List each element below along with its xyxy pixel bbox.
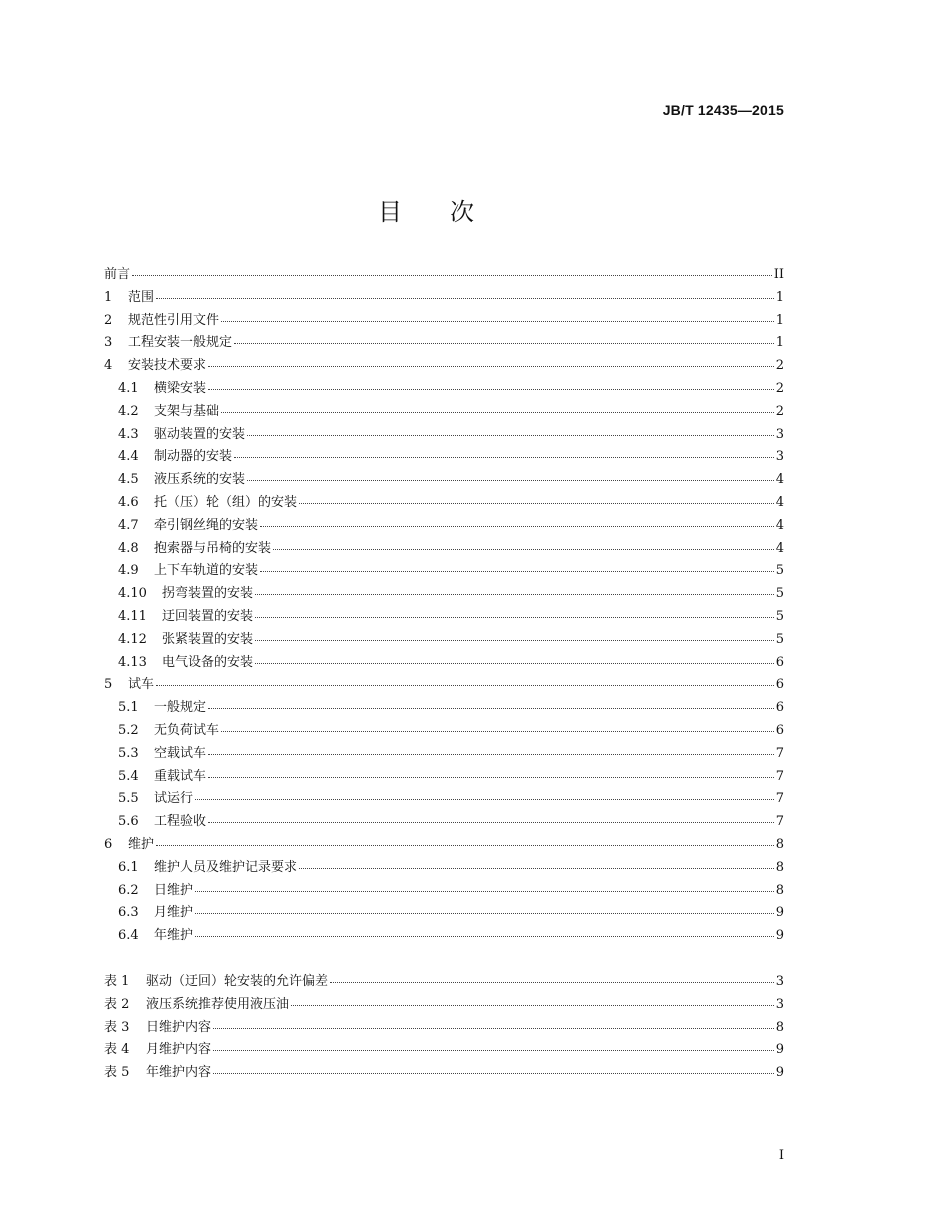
entry-page-number: 6	[775, 700, 784, 716]
entry-page-number: 5	[775, 563, 784, 579]
section-gap	[104, 948, 784, 971]
entry-page-number: 9	[775, 1065, 784, 1081]
entry-number: 4.13	[118, 654, 147, 670]
entry-page-number: 8	[775, 859, 784, 875]
leader-dots	[255, 582, 774, 595]
leader-dots	[260, 514, 774, 527]
leader-dots	[195, 787, 774, 800]
leader-dots	[260, 559, 774, 572]
entry-number: 6.4	[118, 928, 139, 944]
leader-dots	[255, 628, 774, 641]
entry-page-number: 3	[775, 449, 784, 465]
leader-dots	[213, 1061, 774, 1074]
leader-dots	[221, 309, 774, 322]
page-title: 目次	[378, 198, 522, 226]
entry-number: 5.5	[118, 791, 139, 807]
entry-label: 年维护	[154, 928, 194, 944]
entry-number: 4.1	[118, 380, 139, 396]
entry-label: 维护人员及维护记录要求	[154, 859, 298, 875]
entry-number: 5.1	[118, 700, 139, 716]
leader-dots	[255, 605, 774, 618]
entry-label: 液压系统的安装	[154, 472, 246, 488]
leader-dots	[221, 719, 774, 732]
entry-page-number: 3	[775, 996, 784, 1012]
entry-label: 重载试车	[154, 768, 207, 784]
leader-dots	[156, 673, 774, 686]
entry-label: 托（压）轮（组）的安装	[154, 494, 298, 510]
toc-entry[interactable]	[104, 332, 784, 355]
leader-dots	[234, 445, 774, 458]
toc-entry[interactable]	[104, 743, 784, 766]
entry-label: 横梁安装	[154, 380, 207, 396]
entry-number: 4.12	[118, 631, 147, 647]
entry-label: 月维护内容	[146, 1042, 212, 1058]
leader-dots	[234, 331, 774, 344]
entry-page-number: 1	[775, 289, 784, 305]
leader-dots	[221, 400, 774, 413]
page-folio: I	[778, 1148, 784, 1163]
entry-label: 试车	[128, 677, 155, 693]
entry-number: 4	[104, 358, 113, 374]
toc-entry[interactable]	[104, 652, 784, 675]
leader-dots	[299, 491, 774, 504]
toc-entry[interactable]	[104, 515, 784, 538]
entry-page-number: 6	[775, 654, 784, 670]
leader-dots	[132, 263, 772, 276]
entry-number: 5.6	[118, 814, 139, 830]
toc-entry[interactable]	[104, 310, 784, 333]
entry-label: 安装技术要求	[128, 358, 207, 374]
leader-dots	[195, 879, 774, 892]
toc-entry[interactable]	[104, 880, 784, 903]
entry-page-number: 7	[775, 745, 784, 761]
entry-label: 制动器的安装	[154, 449, 233, 465]
entry-page-number: 9	[775, 905, 784, 921]
leader-dots	[208, 810, 774, 823]
toc-entry[interactable]	[104, 811, 784, 834]
entry-number: 5	[104, 677, 113, 693]
entry-label: 月维护	[154, 905, 194, 921]
entry-label: 拐弯装置的安装	[162, 586, 254, 602]
toc-entry[interactable]	[104, 674, 784, 697]
entry-page-number: II	[773, 267, 784, 282]
toc-entry[interactable]	[104, 492, 784, 515]
entry-label: 空载试车	[154, 745, 207, 761]
leader-dots	[247, 423, 774, 436]
toc-entry[interactable]	[104, 902, 784, 925]
entry-number: 表 1	[104, 973, 130, 989]
entry-number: 4.2	[118, 403, 139, 419]
leader-dots	[273, 537, 774, 550]
leader-dots	[156, 833, 774, 846]
entry-label: 迂回装置的安装	[162, 608, 254, 624]
entry-number: 6	[104, 836, 113, 852]
leader-dots	[247, 468, 774, 481]
toc-entry[interactable]	[104, 469, 784, 492]
entry-page-number: 6	[775, 677, 784, 693]
entry-page-number: 7	[775, 768, 784, 784]
toc-entry[interactable]	[104, 788, 784, 811]
entry-page-number: 6	[775, 722, 784, 738]
entry-label: 一般规定	[154, 700, 207, 716]
entry-number: 5.3	[118, 745, 139, 761]
leader-dots	[213, 1016, 774, 1029]
table-list-entry[interactable]	[104, 1039, 784, 1062]
toc-entry[interactable]	[104, 401, 784, 424]
entry-label: 工程验收	[154, 814, 207, 830]
leader-dots	[195, 924, 774, 937]
entry-number: 表 5	[104, 1065, 130, 1081]
entry-page-number: 4	[775, 517, 784, 533]
toc-entry[interactable]	[104, 857, 784, 880]
entry-label: 无负荷试车	[154, 722, 220, 738]
entry-label: 抱索器与吊椅的安装	[154, 540, 272, 556]
leader-dots	[213, 1038, 774, 1051]
entry-number: 4.8	[118, 540, 139, 556]
entry-number: 4.11	[118, 608, 147, 624]
entry-label: 范围	[128, 289, 155, 305]
entry-page-number: 3	[775, 973, 784, 989]
entry-page-number: 4	[775, 494, 784, 510]
entry-label: 前言	[104, 267, 131, 282]
entry-number: 5.4	[118, 768, 139, 784]
entry-number: 4.3	[118, 426, 139, 442]
entry-number: 4.5	[118, 472, 139, 488]
entry-label: 张紧装置的安装	[162, 631, 254, 647]
toc-entry[interactable]	[104, 629, 784, 652]
toc-entry[interactable]	[104, 560, 784, 583]
entry-page-number: 2	[775, 380, 784, 396]
entry-number: 5.2	[118, 722, 139, 738]
leader-dots	[208, 696, 774, 709]
toc-entry[interactable]	[104, 606, 784, 629]
entry-label: 日维护内容	[146, 1019, 212, 1035]
entry-page-number: 8	[775, 836, 784, 852]
entry-label: 支架与基础	[154, 403, 220, 419]
leader-dots	[255, 651, 774, 664]
toc-entry[interactable]	[104, 583, 784, 606]
entry-number: 4.6	[118, 494, 139, 510]
toc-entry[interactable]	[104, 287, 784, 310]
leader-dots	[208, 742, 774, 755]
toc-entry[interactable]	[104, 766, 784, 789]
entry-page-number: 4	[775, 472, 784, 488]
leader-dots	[291, 993, 774, 1006]
entry-number: 3	[104, 335, 113, 351]
entry-page-number: 5	[775, 608, 784, 624]
entry-page-number: 1	[775, 335, 784, 351]
entry-page-number: 9	[775, 928, 784, 944]
leader-dots	[208, 765, 774, 778]
table-list-entry[interactable]	[104, 1017, 784, 1040]
table-list-entry[interactable]	[104, 994, 784, 1017]
entry-page-number: 7	[775, 791, 784, 807]
entry-number: 6.1	[118, 859, 139, 875]
entry-number: 6.2	[118, 882, 139, 898]
entry-number: 4.7	[118, 517, 139, 533]
entry-number: 表 3	[104, 1019, 130, 1035]
entry-page-number: 3	[775, 426, 784, 442]
entry-page-number: 8	[775, 882, 784, 898]
toc-entry[interactable]	[104, 446, 784, 469]
leader-dots	[156, 286, 774, 299]
entry-number: 表 2	[104, 996, 130, 1012]
entry-label: 日维护	[154, 882, 194, 898]
leader-dots	[195, 901, 774, 914]
leader-dots	[208, 377, 774, 390]
entry-page-number: 9	[775, 1042, 784, 1058]
entry-number: 表 4	[104, 1042, 130, 1058]
entry-number: 2	[104, 312, 113, 328]
entry-label: 电气设备的安装	[162, 654, 254, 670]
entry-label: 维护	[128, 836, 155, 852]
toc-entry[interactable]	[104, 264, 784, 287]
entry-label: 工程安装一般规定	[128, 335, 233, 351]
entry-label: 上下车轨道的安装	[154, 563, 259, 579]
entry-page-number: 5	[775, 631, 784, 647]
leader-dots	[299, 856, 774, 869]
toc-entry[interactable]	[104, 424, 784, 447]
entry-page-number: 4	[775, 540, 784, 556]
entry-number: 6.3	[118, 905, 139, 921]
toc-entry[interactable]	[104, 925, 784, 948]
entry-label: 试运行	[154, 791, 194, 807]
toc-entry[interactable]	[104, 697, 784, 720]
entry-label: 年维护内容	[146, 1065, 212, 1081]
entry-page-number: 2	[775, 403, 784, 419]
entry-label: 驱动装置的安装	[154, 426, 246, 442]
entry-page-number: 8	[775, 1019, 784, 1035]
table-list-entry[interactable]	[104, 971, 784, 994]
table-of-contents	[104, 264, 784, 1085]
toc-entry[interactable]	[104, 355, 784, 378]
toc-entry[interactable]	[104, 720, 784, 743]
entry-label: 液压系统推荐使用液压油	[146, 996, 290, 1012]
entry-page-number: 7	[775, 814, 784, 830]
entry-number: 4.9	[118, 563, 139, 579]
entry-label: 牵引钢丝绳的安装	[154, 517, 259, 533]
table-list-entry[interactable]	[104, 1062, 784, 1085]
entry-label: 驱动（迂回）轮安装的允许偏差	[146, 973, 329, 989]
entry-number: 4.4	[118, 449, 139, 465]
entry-label: 规范性引用文件	[128, 312, 220, 328]
standard-code: JB/T 12435—2015	[662, 102, 784, 118]
toc-entry[interactable]	[104, 378, 784, 401]
entry-number: 4.10	[118, 586, 147, 602]
toc-entry[interactable]	[104, 538, 784, 561]
entry-page-number: 2	[775, 358, 784, 374]
entry-page-number: 1	[775, 312, 784, 328]
leader-dots	[330, 970, 774, 983]
leader-dots	[208, 354, 774, 367]
toc-entry[interactable]	[104, 834, 784, 857]
entry-number: 1	[104, 289, 113, 305]
entry-page-number: 5	[775, 586, 784, 602]
